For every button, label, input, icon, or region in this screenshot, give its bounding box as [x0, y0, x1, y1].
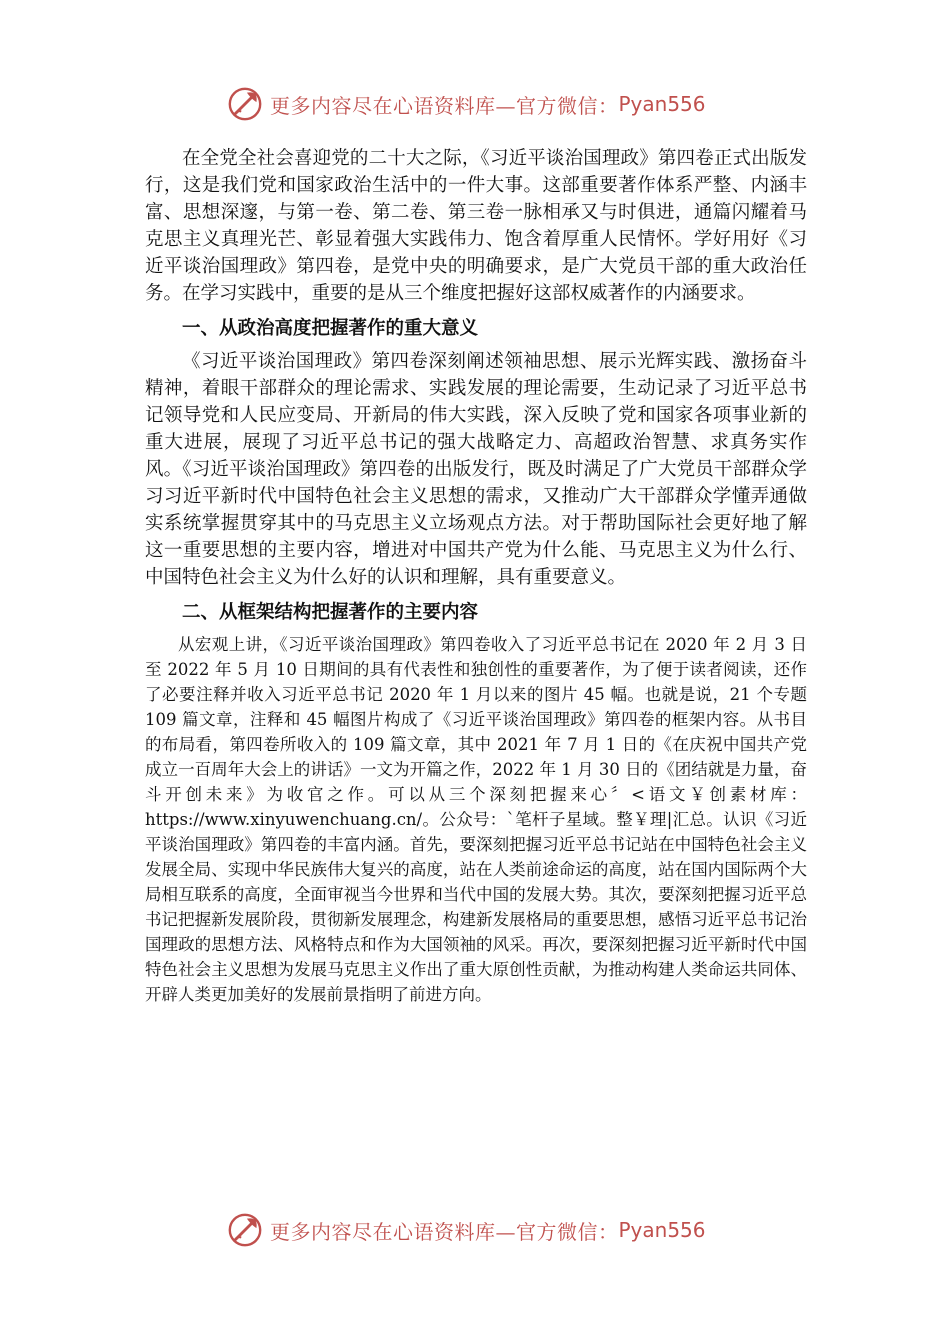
header-banner: [226, 84, 706, 124]
banner-handle: Pyan556: [618, 1218, 706, 1242]
banner-text: 更多内容尽在心语资料库—官方微信：: [270, 93, 619, 118]
section-2-paragraph: 从宏观上讲，《习近平谈治国理政》第四卷收入了习近平总书记在 2020 年 2 月 3 日至 2022 年 5 月 10 日期间的具有代表性和独创性的重要著作，为了便于读者阅读，还作了必要注释并收入习近平总书记 2020 年 1 月以来的图片 45 幅。也就是说，21 个专题 109 篇文章，注释和 45 幅图片构成了《习近平谈治国理政》第四卷的框架内容。从书目的布局看，第四卷所收入的 109 篇文章，其中 2021 年 7 月 1 日的《在庆祝中国共产党成立一百周年大会上的讲话》一文为开篇之作，2022 年 1 月 30 日的《团结就是力量，奋斗开创未来》为收官之作。可以从三个深刻把握来心〞<语文￥创素材库：https://www.xinyuwenchuang.cn/。公众号：`笔杆子星域。整￥理|汇总。认识《习近平谈治国理政》第四卷的丰富内涵。首先，要深刻把握习近平总书记站在中国特色社会主义发展全局、实现中华民族伟大复兴的高度，站在人类前途命运的高度，站在国内国际两个大局相互联系的高度，全面审视当今世界和当代中国的发展大势。其次，要深刻把握习近平总书记把握新发展阶段，贯彻新发展理念，构建新发展格局的重要思想，感悟习近平总书记治国理政的思想方法、风格特点和作为大国领袖的风采。再次，要深刻把握习近平新时代中国特色社会主义思想为发展马克思主义作出了重大原创性贡献，为推动构建人类命运共同体、开辟人类更加美好的发展前景指明了前进方向。: [145, 635, 807, 1004]
banner-text: 更多内容尽在心语资料库—官方微信：: [270, 1219, 619, 1244]
banner-handle: Pyan556: [618, 92, 706, 116]
article-body: [145, 145, 807, 1007]
intro-paragraph: 在全党全社会喜迎党的二十大之际，《习近平谈治国理政》第四卷正式出版发行，这是我们党和国家政治生活中的一件大事。这部重要著作体系严整、内涵丰富、思想深邃，与第一卷、第二卷、第三卷一脉相承又与时俱进，通篇闪耀着马克思主义真理光芒、彰显着强大实践伟力、饱含着厚重人民情怀。学好用好《习近平谈治国理政》第四卷，是党中央的明确要求，是广大党员干部的重大政治任务。在学习实践中，重要的是从三个维度把握好这部权威著作的内涵要求。: [145, 148, 807, 304]
section-heading-2: 二、从框架结构把握著作的主要内容: [182, 602, 479, 623]
section-heading-1: 一、从政治高度把握著作的重大意义: [182, 318, 479, 339]
quill-logo-icon: [226, 1211, 264, 1249]
quill-logo-icon: [226, 85, 264, 123]
footer-banner: [226, 1210, 706, 1250]
section-1-paragraph: 《习近平谈治国理政》第四卷深刻阐述领袖思想、展示光辉实践、激扬奋斗精神，着眼干部群众的理论需求、实践发展的理论需要，生动记录了习近平总书记领导党和人民应变局、开新局的伟大实践，深入反映了党和国家各项事业新的重大进展，展现了习近平总书记的强大战略定力、高超政治智慧、求真务实作风。《习近平谈治国理政》第四卷的出版发行，既及时满足了广大党员干部群众学习习近平新时代中国特色社会主义思想的需求，又推动广大干部群众学懂弄通做实系统掌握贯穿其中的马克思主义立场观点方法。对于帮助国际社会更好地了解这一重要思想的主要内容，增进对中国共产党为什么能、马克思主义为什么行、中国特色社会主义为什么好的认识和理解，具有重要意义。: [145, 351, 807, 588]
